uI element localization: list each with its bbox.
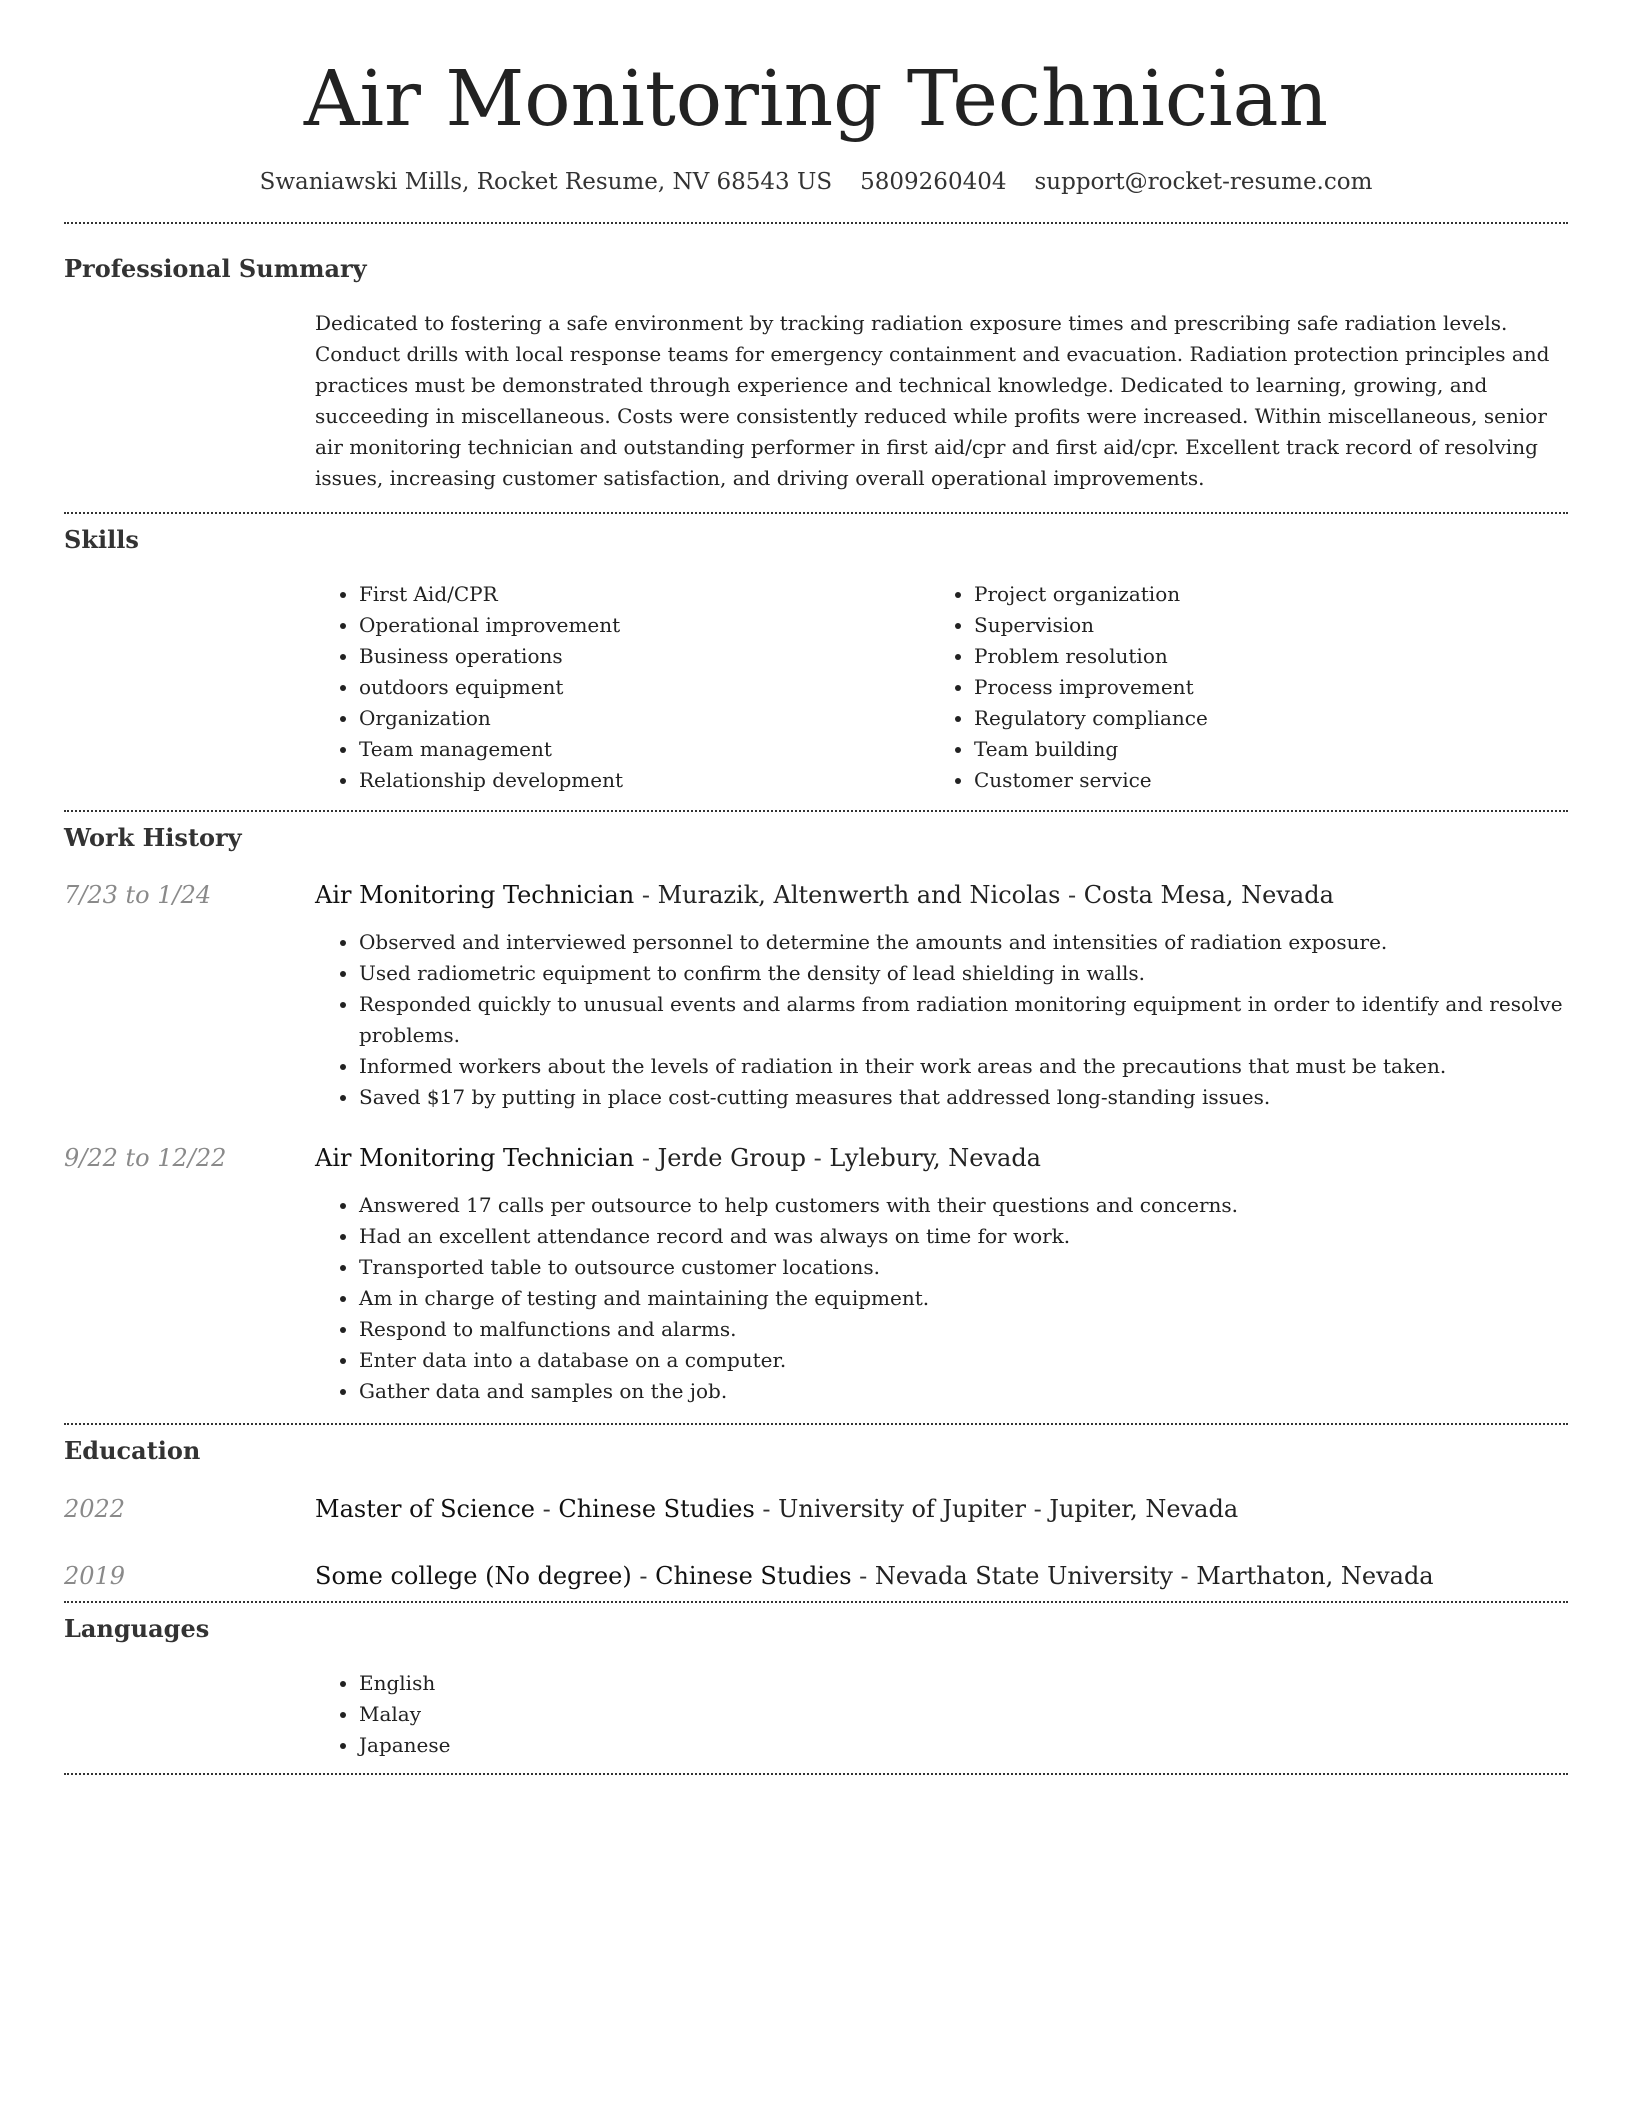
skill-item: • Regulatory compliance xyxy=(974,703,1545,734)
skill-item: • Supervision xyxy=(974,610,1545,641)
education-location: Jupiter, Nevada xyxy=(1049,1495,1239,1523)
skills-column-left xyxy=(315,579,930,796)
resume-header xyxy=(64,0,1568,197)
job-bullet: • Had an excellent attendance record and was always on time for work. xyxy=(359,1221,1568,1252)
education-section xyxy=(64,1425,1568,1601)
job-bullet: • Used radiometric equipment to confirm the density of lead shielding in walls. xyxy=(359,958,1568,989)
skill-item: • Team management xyxy=(359,734,930,765)
contact-phone: 5809260404 xyxy=(860,169,1007,195)
separator: - xyxy=(634,1144,658,1172)
job-location: Lylebury, Nevada xyxy=(829,1144,1041,1172)
job-entry xyxy=(64,1143,1568,1407)
education-heading xyxy=(315,1561,1568,1592)
skill-item: • Operational improvement xyxy=(359,610,930,641)
job-bullets xyxy=(315,927,1568,1113)
education-degree: Some college (No degree) xyxy=(315,1562,632,1590)
language-item: • Malay xyxy=(359,1699,1568,1730)
job-date: 7/23 to 1/24 xyxy=(64,881,212,909)
summary-section xyxy=(64,224,1568,512)
skills-title: Skills xyxy=(64,525,139,554)
separator: - xyxy=(806,1144,830,1172)
skill-item: • Team building xyxy=(974,734,1545,765)
job-company: Murazik, Altenwerth and Nicolas xyxy=(657,881,1061,909)
job-role: Air Monitoring Technician xyxy=(315,881,635,909)
job-bullet: • Gather data and samples on the job. xyxy=(359,1376,1568,1407)
job-date: 9/22 to 12/22 xyxy=(64,1144,227,1172)
language-item: • Japanese xyxy=(359,1730,1568,1761)
job-body xyxy=(315,1143,1568,1407)
education-entry xyxy=(64,1561,1568,1592)
job-body xyxy=(315,880,1568,1113)
languages-bullets xyxy=(315,1668,1568,1761)
summary-text: Dedicated to fostering a safe environment by tracking radiation exposure times and prescribing safe radiation levels. Conduct drills with local response teams for emergency containment and evacuation. Radiation protection principles and practices must be demonstrated through experience and technical knowledge. Dedicated to learning, growing, and succeeding in miscellaneous. Costs were consistently reduced while profits were increased. Within miscellaneous, senior air monitoring technician and outstanding performer in first aid/cpr and first aid/cpr. Excellent track record of resolving issues, increasing customer satisfaction, and driving overall operational improvements. xyxy=(315,311,1550,490)
contact-email: support@rocket-resume.com xyxy=(1034,169,1373,195)
skill-item: • Problem resolution xyxy=(974,641,1545,672)
contact-line xyxy=(64,167,1568,197)
skills-list xyxy=(315,579,1568,810)
separator: - xyxy=(631,1562,656,1590)
education-year: 2022 xyxy=(64,1495,126,1523)
work-section xyxy=(64,812,1568,1423)
skill-item: • Relationship development xyxy=(359,765,930,796)
education-school: University of Jupiter xyxy=(778,1495,1026,1523)
contact-address: Swaniawski Mills, Rocket Resume, NV 68543 US xyxy=(259,169,833,195)
job-list xyxy=(64,880,1568,1423)
education-year: 2019 xyxy=(64,1562,126,1590)
skill-item: • Organization xyxy=(359,703,930,734)
job-bullet: • Informed workers about the levels of radiation in their work areas and the precautions that must be taken. xyxy=(359,1051,1568,1082)
job-bullet: • Answered 17 calls per outsource to help customers with their questions and concerns. xyxy=(359,1190,1568,1221)
job-bullet: • Transported table to outsource customer locations. xyxy=(359,1252,1568,1283)
skills-section xyxy=(64,514,1568,810)
summary-title: Professional Summary xyxy=(64,254,367,283)
skills-bullets-right xyxy=(930,579,1545,796)
candidate-name: Air Monitoring Technician xyxy=(303,55,1329,144)
separator: - xyxy=(754,1495,779,1523)
skill-item: • First Aid/CPR xyxy=(359,579,930,610)
education-list xyxy=(64,1494,1568,1601)
work-title: Work History xyxy=(64,823,242,852)
skill-item: • Process improvement xyxy=(974,672,1545,703)
separator: - xyxy=(534,1495,559,1523)
job-heading xyxy=(315,880,1568,911)
education-body xyxy=(315,1494,1568,1525)
education-title: Education xyxy=(64,1436,201,1465)
job-bullet: • Respond to malfunctions and alarms. xyxy=(359,1314,1568,1345)
skill-item: • Business operations xyxy=(359,641,930,672)
separator: - xyxy=(634,881,658,909)
education-location: Marthaton, Nevada xyxy=(1196,1562,1434,1590)
resume-page xyxy=(64,0,1568,1775)
separator: - xyxy=(1025,1495,1050,1523)
separator: - xyxy=(1060,881,1084,909)
skills-column-right xyxy=(930,579,1545,796)
job-bullet: • Observed and interviewed personnel to determine the amounts and intensities of radiation exposure. xyxy=(359,927,1568,958)
section-divider xyxy=(64,1773,1568,1775)
skill-item: • Project organization xyxy=(974,579,1545,610)
job-bullet: • Am in charge of testing and maintaining the equipment. xyxy=(359,1283,1568,1314)
languages-section xyxy=(64,1603,1568,1773)
job-bullet: • Responded quickly to unusual events and alarms from radiation monitoring equipment in order to identify and resolve problems. xyxy=(359,989,1568,1051)
job-bullets xyxy=(315,1190,1568,1407)
education-degree: Master of Science xyxy=(315,1495,535,1523)
education-body xyxy=(315,1561,1568,1592)
job-heading xyxy=(315,1143,1568,1174)
languages-list xyxy=(315,1668,1568,1773)
education-field: Chinese Studies xyxy=(655,1562,852,1590)
job-bullet: • Saved $17 by putting in place cost-cutting measures that addressed long-standing issues. xyxy=(359,1082,1568,1113)
job-role: Air Monitoring Technician xyxy=(315,1144,635,1172)
skill-item: • Customer service xyxy=(974,765,1545,796)
education-entry xyxy=(64,1494,1568,1525)
skills-bullets-left xyxy=(315,579,930,796)
language-item: • English xyxy=(359,1668,1568,1699)
skill-item: • outdoors equipment xyxy=(359,672,930,703)
separator: - xyxy=(1172,1562,1197,1590)
job-company: Jerde Group xyxy=(657,1144,806,1172)
languages-title: Languages xyxy=(64,1614,210,1643)
education-field: Chinese Studies xyxy=(558,1495,755,1523)
job-bullet: • Enter data into a database on a computer. xyxy=(359,1345,1568,1376)
education-heading xyxy=(315,1494,1568,1525)
job-location: Costa Mesa, Nevada xyxy=(1083,881,1334,909)
education-school: Nevada State University xyxy=(874,1562,1173,1590)
separator: - xyxy=(851,1562,875,1590)
job-entry xyxy=(64,880,1568,1113)
